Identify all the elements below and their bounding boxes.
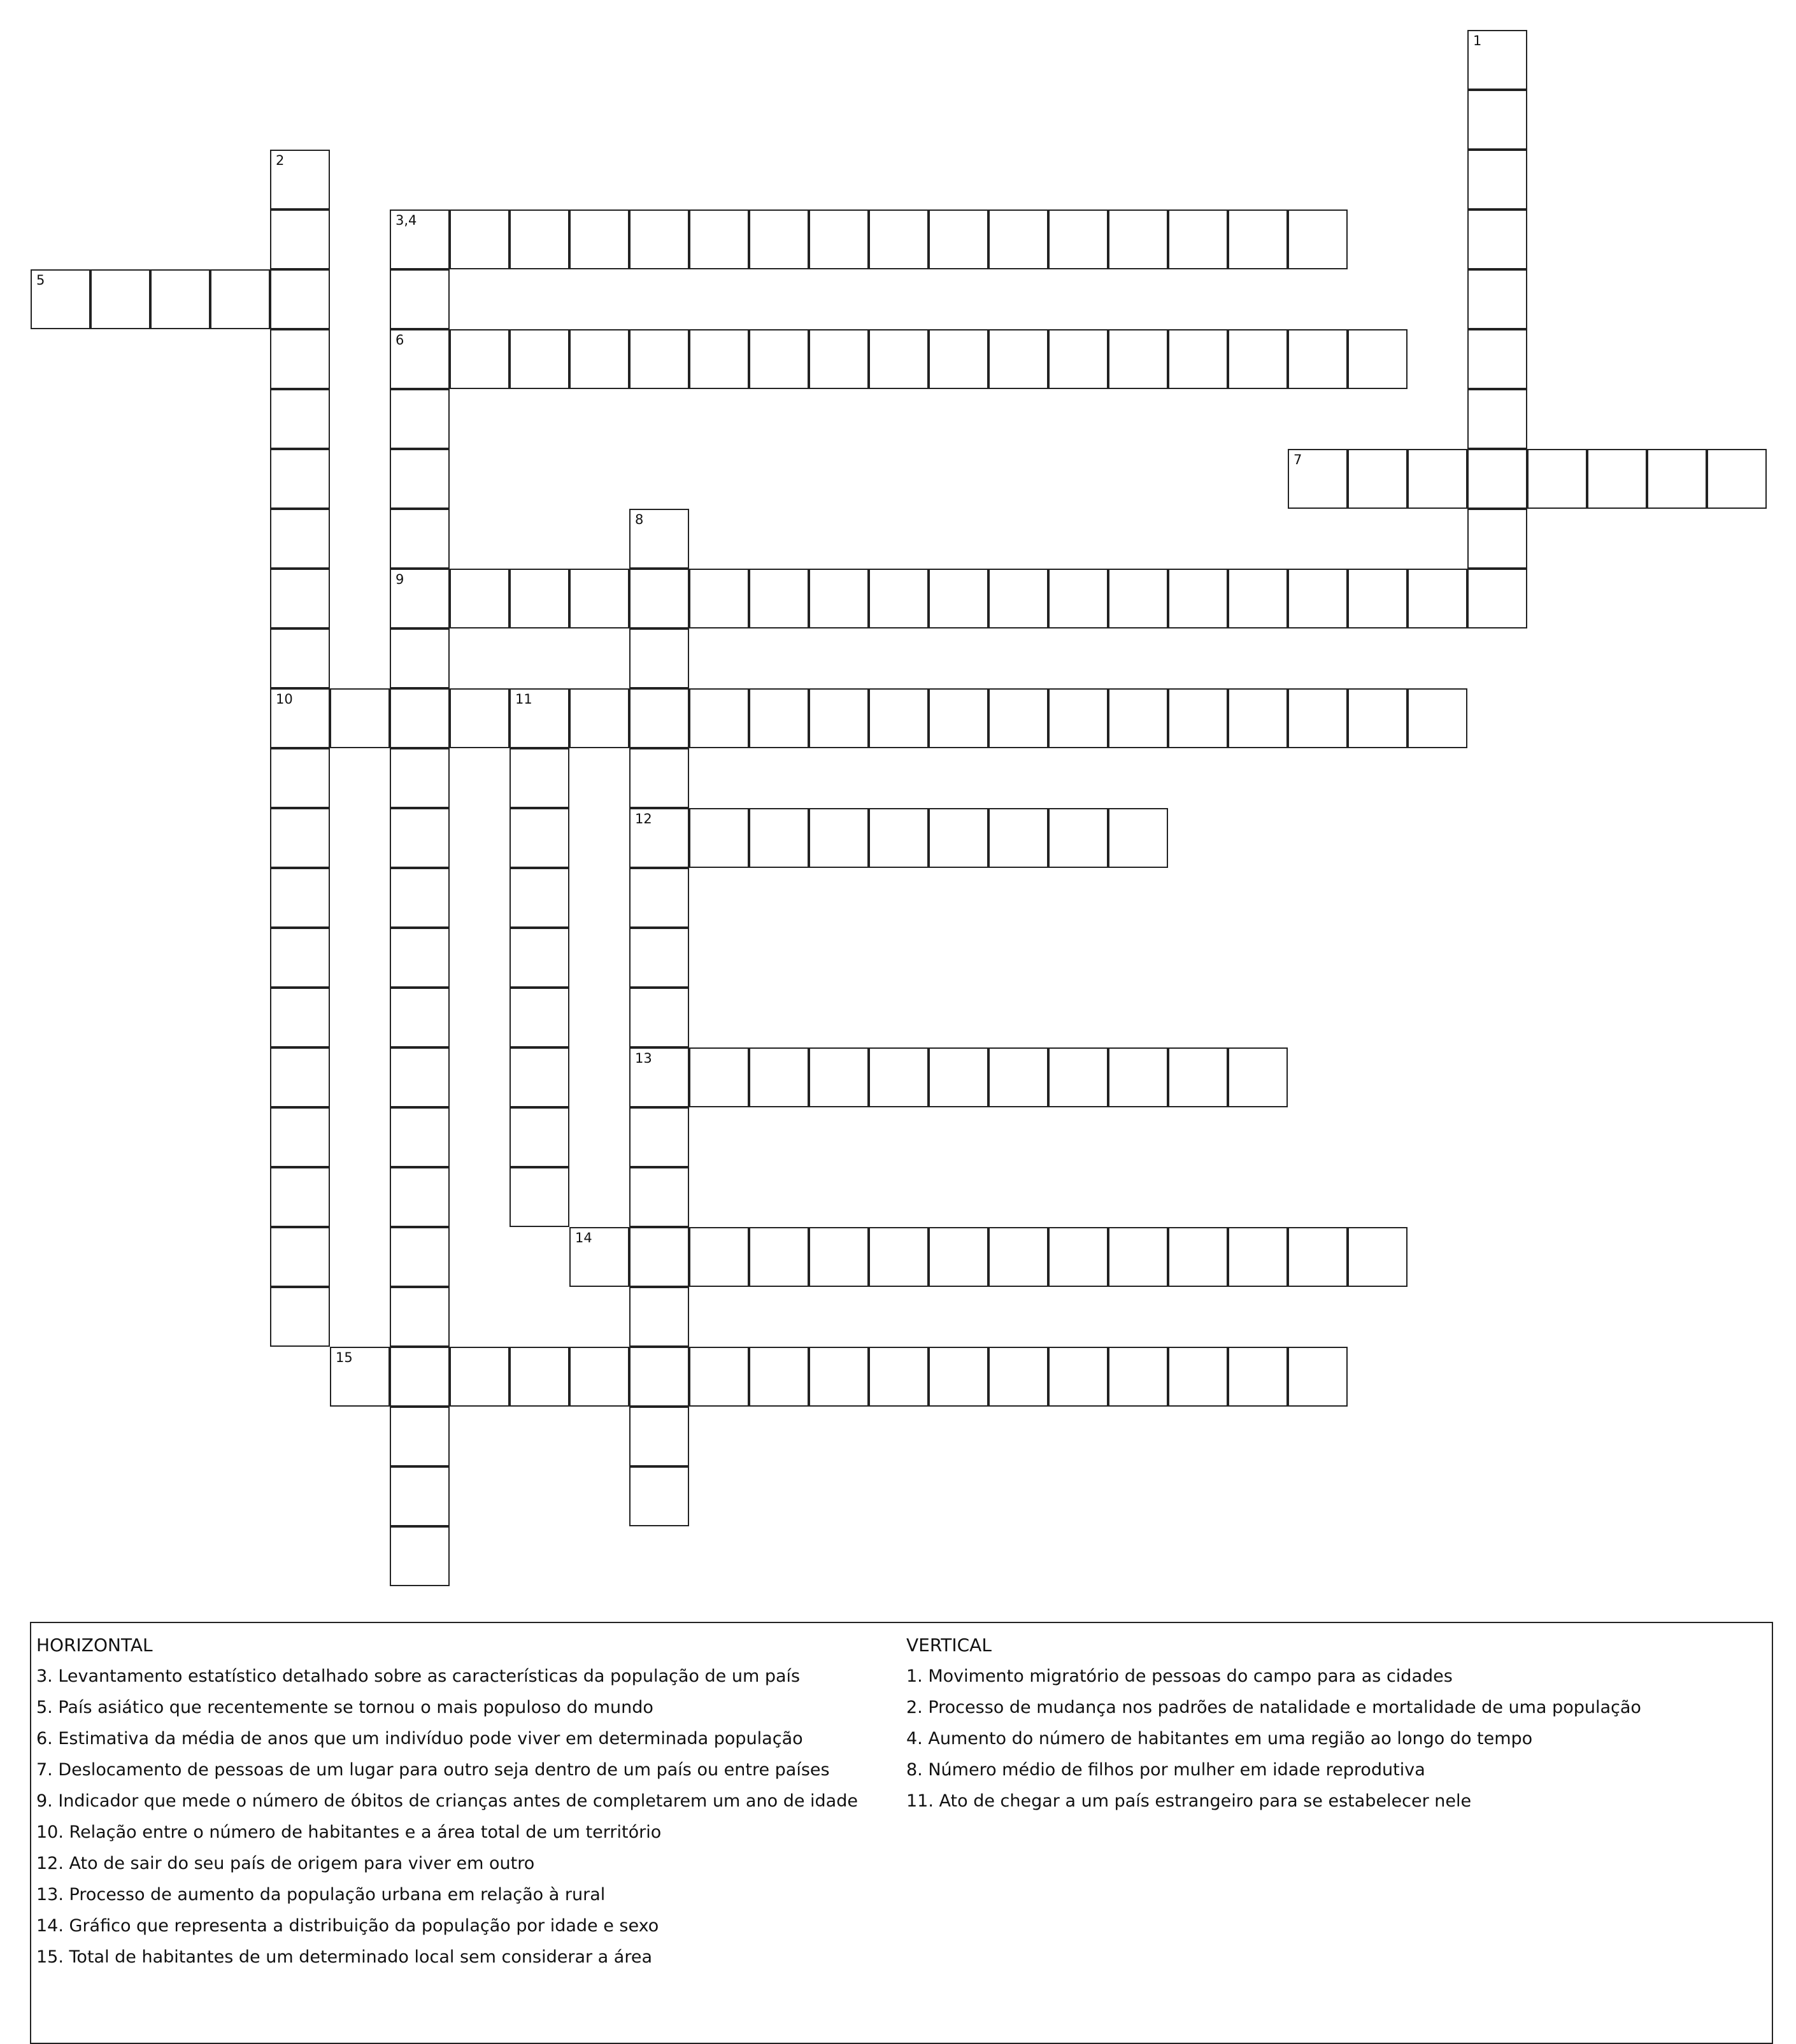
crossword-cell[interactable] [869,209,929,269]
crossword-cell[interactable] [1228,688,1288,748]
crossword-cell[interactable] [390,569,450,628]
crossword-cell[interactable] [1168,1347,1228,1407]
crossword-cell[interactable] [510,988,569,1047]
crossword-cell[interactable] [1108,329,1168,389]
clue-horizontal-9: 9. Indicador que mede o número de óbitos de crianças antes de completarem um ano de idade [36,1791,858,1811]
crossword-cell[interactable] [629,1047,689,1107]
clue-horizontal-7: 7. Deslocamento de pessoas de um lugar para outro seja dentro de um país ou entre países [36,1760,830,1780]
crossword-cell[interactable] [629,1407,689,1466]
crossword-cell[interactable] [1467,449,1527,509]
crossword-cell[interactable] [988,688,1048,748]
crossword-cell[interactable] [749,1347,809,1407]
crossword-cell[interactable] [988,808,1048,868]
crossword-cell[interactable] [1048,808,1108,868]
crossword-cell[interactable] [809,808,869,868]
crossword-cell[interactable] [270,1287,330,1347]
clue-number: 10 [276,692,293,707]
crossword-cell[interactable] [1108,1227,1168,1287]
crossword-cell[interactable] [510,1107,569,1167]
crossword-cell[interactable] [689,569,749,628]
crossword-cell[interactable] [1228,569,1288,628]
crossword-cell[interactable] [1168,329,1228,389]
crossword-cell[interactable] [390,389,450,449]
crossword-cell[interactable] [1348,1227,1408,1287]
crossword-cell[interactable] [390,808,450,868]
crossword-cell[interactable] [510,808,569,868]
clue-number: 7 [1294,452,1302,467]
crossword-cell[interactable] [629,808,689,868]
crossword-cell[interactable] [988,1047,1048,1107]
crossword-cell[interactable] [1288,1227,1348,1287]
crossword-cell[interactable] [270,389,330,449]
crossword-cell[interactable] [1048,1047,1108,1107]
crossword-cell[interactable] [1408,688,1467,748]
crossword-cell[interactable] [450,209,510,269]
crossword-cell[interactable] [629,988,689,1047]
crossword-cell[interactable] [689,808,749,868]
crossword-cell[interactable] [929,569,988,628]
crossword-cell[interactable] [390,928,450,988]
crossword-cell[interactable] [629,1287,689,1347]
crossword-cell[interactable] [569,329,629,389]
crossword-cell[interactable] [1288,449,1348,509]
crossword-cell[interactable] [1108,1347,1168,1407]
crossword-cell[interactable] [689,1047,749,1107]
crossword-cell[interactable] [1168,209,1228,269]
crossword-cell[interactable] [1288,688,1348,748]
crossword-cell[interactable] [390,1466,450,1526]
crossword-cell[interactable] [390,748,450,808]
clue-vertical-8: 8. Número médio de filhos por mulher em idade reprodutiva [906,1760,1425,1780]
crossword-cell[interactable] [1168,1047,1228,1107]
crossword-cell[interactable] [270,269,330,329]
crossword-cell[interactable] [270,988,330,1047]
crossword-cell[interactable] [510,329,569,389]
crossword-cell[interactable] [1048,569,1108,628]
crossword-cell[interactable] [749,1047,809,1107]
crossword-cell[interactable] [390,269,450,329]
crossword-cell[interactable] [390,1287,450,1347]
crossword-cell[interactable] [1288,569,1348,628]
crossword-cell[interactable] [450,688,510,748]
crossword-cell[interactable] [270,1167,330,1227]
crossword-cell[interactable] [390,628,450,688]
crossword-cell[interactable] [450,329,510,389]
clue-horizontal-15: 15. Total de habitantes de um determinado local sem considerar a área [36,1947,653,1967]
crossword-cell[interactable] [1288,1347,1348,1407]
crossword-cell[interactable] [1048,1227,1108,1287]
crossword-cell[interactable] [31,269,90,329]
crossword-cell[interactable] [270,150,330,209]
crossword-cell[interactable] [510,868,569,928]
crossword-cell[interactable] [988,209,1048,269]
crossword-cell[interactable] [929,688,988,748]
crossword-cell[interactable] [749,329,809,389]
crossword-cell[interactable] [390,1047,450,1107]
crossword-cell[interactable] [330,688,390,748]
crossword-cell[interactable] [1168,1227,1228,1287]
crossword-cell[interactable] [869,688,929,748]
clue-number: 11 [515,692,532,707]
crossword-cell[interactable] [869,569,929,628]
crossword-cell[interactable] [390,1407,450,1466]
crossword-cell[interactable] [450,1347,510,1407]
crossword-cell[interactable] [629,928,689,988]
clue-vertical-11: 11. Ato de chegar a um país estrangeiro para se estabelecer nele [906,1791,1472,1811]
crossword-cell[interactable] [1587,449,1647,509]
crossword-cell[interactable] [1527,449,1587,509]
crossword-cell[interactable] [1467,150,1527,209]
crossword-cell[interactable] [270,209,330,269]
crossword-cell[interactable] [629,209,689,269]
crossword-cell[interactable] [988,1227,1048,1287]
crossword-cell[interactable] [270,509,330,569]
clue-vertical-2: 2. Processo de mudança nos padrões de natalidade e mortalidade de uma população [906,1698,1641,1717]
crossword-cell[interactable] [1467,509,1527,569]
crossword-cell[interactable] [809,1227,869,1287]
clue-number: 15 [336,1350,353,1365]
crossword-cell[interactable] [869,808,929,868]
crossword-cell[interactable] [390,1107,450,1167]
crossword-cell[interactable] [809,688,869,748]
crossword-cell[interactable] [390,1526,450,1586]
crossword-cell[interactable] [390,1227,450,1287]
crossword-cell[interactable] [929,1227,988,1287]
crossword-cell[interactable] [510,1047,569,1107]
crossword-cell[interactable] [1348,329,1408,389]
crossword-cell[interactable] [809,329,869,389]
crossword-cell[interactable] [1467,389,1527,449]
crossword-cell[interactable] [270,569,330,628]
crossword-cell[interactable] [270,1047,330,1107]
crossword-cell[interactable] [390,1347,450,1407]
crossword-cell[interactable] [629,748,689,808]
clue-horizontal-3: 3. Levantamento estatístico detalhado sobre as características da população de um país [36,1666,801,1686]
crossword-cell[interactable] [629,329,689,389]
crossword-cell[interactable] [1228,1347,1288,1407]
crossword-cell[interactable] [270,329,330,389]
clue-number: 12 [635,811,652,827]
crossword-cell[interactable] [390,509,450,569]
crossword-cell[interactable] [869,1047,929,1107]
crossword-cell[interactable] [270,808,330,868]
crossword-cell[interactable] [1168,569,1228,628]
crossword-cell[interactable] [689,1227,749,1287]
crossword-cell[interactable] [629,1466,689,1526]
crossword-cell[interactable] [1647,449,1707,509]
crossword-cell[interactable] [510,1167,569,1227]
crossword-cell[interactable] [569,209,629,269]
crossword-cell[interactable] [629,1347,689,1407]
crossword-cell[interactable] [629,688,689,748]
clue-number: 1 [1473,33,1482,48]
crossword-cell[interactable] [869,1227,929,1287]
clue-number: 9 [396,572,404,587]
crossword-cell[interactable] [1467,209,1527,269]
crossword-cell[interactable] [90,269,150,329]
crossword-cell[interactable] [1168,688,1228,748]
crossword-cell[interactable] [1108,688,1168,748]
crossword-cell[interactable] [629,1227,689,1287]
crossword-cell[interactable] [629,569,689,628]
crossword-cell[interactable] [390,868,450,928]
crossword-cell[interactable] [629,868,689,928]
crossword-cell[interactable] [749,688,809,748]
crossword-cell[interactable] [1048,1347,1108,1407]
crossword-cell[interactable] [809,1047,869,1107]
clue-horizontal-12: 12. Ato de sair do seu país de origem para viver em outro [36,1854,535,1873]
crossword-cell[interactable] [629,509,689,569]
crossword-cell[interactable] [510,928,569,988]
crossword-cell[interactable] [1707,449,1767,509]
crossword-cell[interactable] [510,569,569,628]
crossword-cell[interactable] [390,688,450,748]
crossword-cell[interactable] [988,329,1048,389]
crossword-cell[interactable] [390,449,450,509]
crossword-cell[interactable] [1228,329,1288,389]
crossword-cell[interactable] [150,269,210,329]
crossword-cell[interactable] [749,1227,809,1287]
crossword-cell[interactable] [929,1347,988,1407]
crossword-cell[interactable] [1467,30,1527,90]
crossword-cell[interactable] [869,1347,929,1407]
clue-horizontal-6: 6. Estimativa da média de anos que um indivíduo pode viver em determinada população [36,1729,803,1749]
clue-number: 8 [635,512,644,527]
crossword-cell[interactable] [330,1347,390,1407]
crossword-cell[interactable] [270,1107,330,1167]
crossword-cell[interactable] [1108,569,1168,628]
crossword-cell[interactable] [390,988,450,1047]
crossword-cell[interactable] [929,1047,988,1107]
clue-horizontal-13: 13. Processo de aumento da população urbana em relação à rural [36,1885,606,1905]
crossword-cell[interactable] [929,329,988,389]
clue-number: 2 [276,153,285,168]
crossword-cell[interactable] [510,748,569,808]
crossword-cell[interactable] [390,329,450,389]
crossword-cell[interactable] [929,209,988,269]
clue-horizontal-5: 5. País asiático que recentemente se tornou o mais populoso do mundo [36,1698,653,1717]
crossword-cell[interactable] [510,209,569,269]
horizontal-clues [36,1629,890,1973]
crossword-cell[interactable] [569,1347,629,1407]
crossword-cell[interactable] [270,1227,330,1287]
crossword-cell[interactable] [988,1347,1048,1407]
crossword-cell[interactable] [1467,90,1527,150]
clue-horizontal-14: 14. Gráfico que representa a distribuição da população por idade e sexo [36,1916,659,1936]
crossword-cell[interactable] [1228,1227,1288,1287]
crossword-cell[interactable] [809,209,869,269]
crossword-cell[interactable] [629,1107,689,1167]
crossword-cell[interactable] [390,209,450,269]
crossword-cell[interactable] [1288,209,1348,269]
crossword-cell[interactable] [270,688,330,748]
crossword-cell[interactable] [1108,808,1168,868]
crossword-cell[interactable] [629,1167,689,1227]
crossword-cell[interactable] [450,569,510,628]
vertical-clues [906,1629,1760,1817]
crossword-cell[interactable] [869,329,929,389]
crossword-cell[interactable] [749,209,809,269]
crossword-cell[interactable] [1108,209,1168,269]
crossword-cell[interactable] [929,808,988,868]
crossword-cell[interactable] [1288,329,1348,389]
clue-number: 5 [36,273,45,288]
horizontal-heading: HORIZONTAL [36,1635,153,1656]
crossword-cell[interactable] [1048,209,1108,269]
crossword-cell[interactable] [390,1167,450,1227]
clue-number: 3,4 [396,213,417,228]
crossword-cell[interactable] [510,688,569,748]
crossword-cell[interactable] [210,269,270,329]
crossword-cell[interactable] [1228,1047,1288,1107]
crossword-cell[interactable] [1467,569,1527,628]
crossword-cell[interactable] [1467,329,1527,389]
crossword-cell[interactable] [1108,1047,1168,1107]
crossword-cell[interactable] [270,928,330,988]
crossword-cell[interactable] [1348,449,1408,509]
clue-number: 13 [635,1051,652,1066]
crossword-cell[interactable] [1048,688,1108,748]
crossword-cell[interactable] [809,1347,869,1407]
clue-horizontal-10: 10. Relação entre o número de habitantes e a área total de um território [36,1822,662,1842]
crossword-cell[interactable] [749,569,809,628]
crossword-cell[interactable] [569,569,629,628]
clue-vertical-4: 4. Aumento do número de habitantes em uma região ao longo do tempo [906,1729,1533,1749]
crossword-cell[interactable] [270,628,330,688]
crossword-cell[interactable] [569,688,629,748]
crossword-cell[interactable] [1228,209,1288,269]
crossword-cell[interactable] [510,1347,569,1407]
crossword-cell[interactable] [1348,688,1408,748]
clue-number: 6 [396,332,404,348]
crossword-cell[interactable] [809,569,869,628]
crossword-cell[interactable] [1348,569,1408,628]
crossword-cell[interactable] [270,748,330,808]
crossword-cell[interactable] [689,329,749,389]
crossword-cell[interactable] [629,628,689,688]
crossword-cell[interactable] [1467,269,1527,329]
clue-vertical-1: 1. Movimento migratório de pessoas do campo para as cidades [906,1666,1453,1686]
crossword-cell[interactable] [689,209,749,269]
crossword-cell[interactable] [1408,449,1467,509]
crossword-cell[interactable] [270,868,330,928]
crossword-cell[interactable] [569,1227,629,1287]
crossword-cell[interactable] [1048,329,1108,389]
crossword-cell[interactable] [749,808,809,868]
crossword-cell[interactable] [988,569,1048,628]
crossword-cell[interactable] [689,1347,749,1407]
crossword-cell[interactable] [270,449,330,509]
crossword-cell[interactable] [689,688,749,748]
crossword-cell[interactable] [1408,569,1467,628]
vertical-heading: VERTICAL [906,1635,992,1656]
clue-number: 14 [575,1230,592,1246]
clues-box [30,1622,1773,2044]
